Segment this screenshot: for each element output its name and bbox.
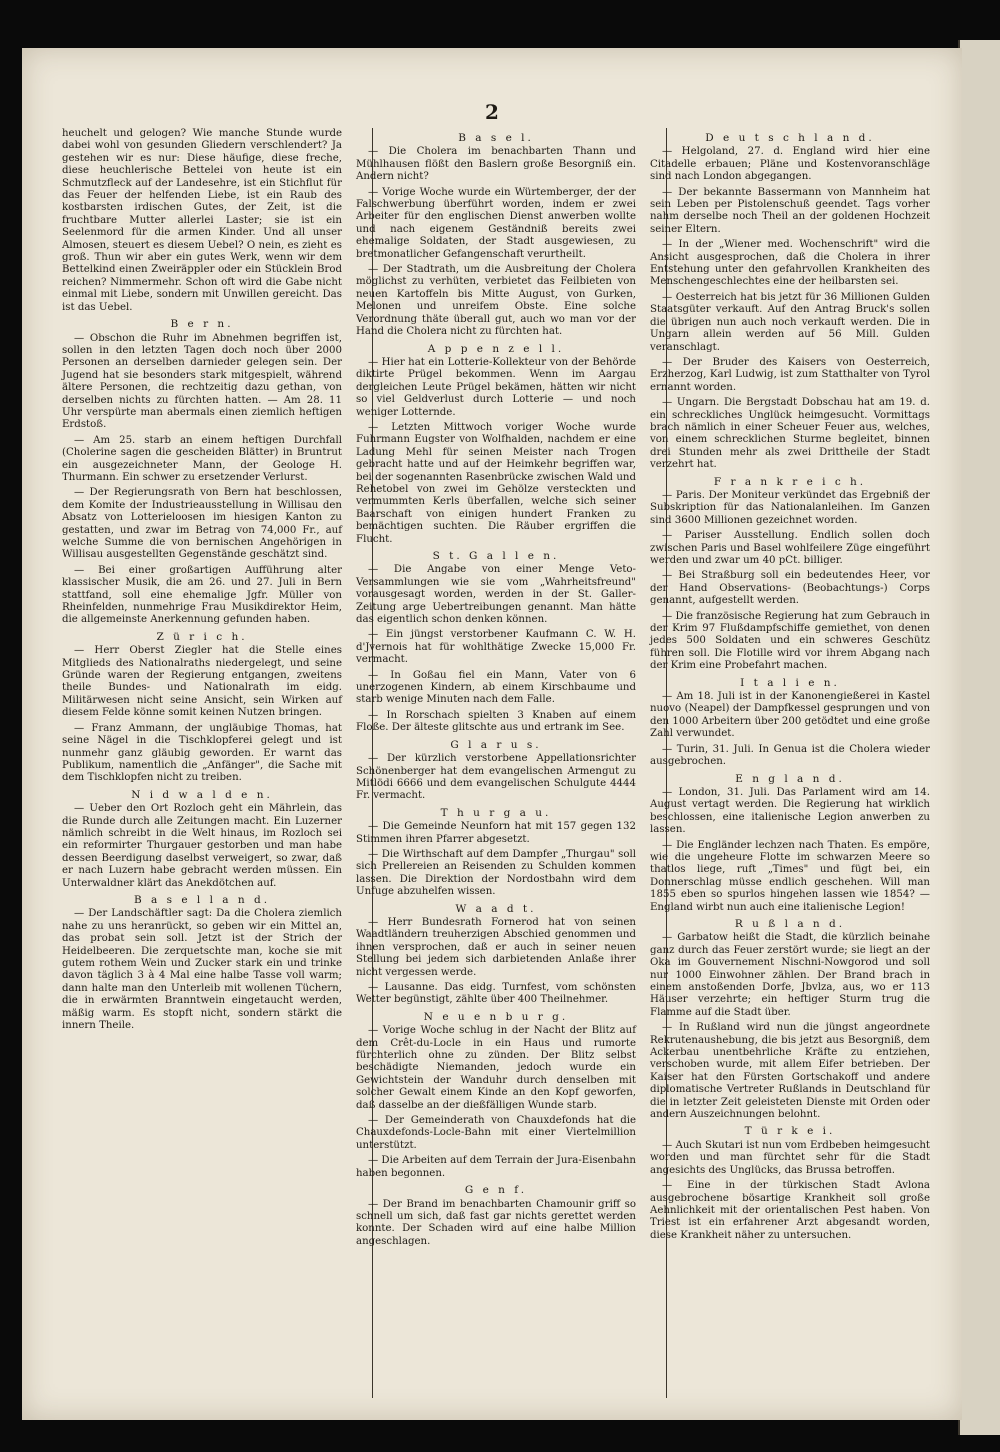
article-paragraph: — Eine in der türkischen Stadt Avlona ausgebrochene bösartige Krankheit soll große Aehnlichkeit mit der orientalischen Pest haben. Von Triest ist ein erfahrener Arzt abgesandt worden, diese Krankheit näher zu untersuchen. bbox=[650, 1180, 930, 1241]
article-paragraph: — Der Stadtrath, um die Ausbreitung der Cholera möglichst zu verhüten, verbietet das Feilbieten von neuen Kartoffeln bis Mitte August, von Gurken, Melonen und unreifem Obste. Eine solche Verordnung thäte überall gut, auch wo man vor der Hand die Cholera nicht zu fürchten hat. bbox=[356, 264, 636, 338]
article-paragraph: — Helgoland, 27. d. England wird hier eine Citadelle erbauen; Pläne und Kostenvoranschläge sind nach London abgegangen. bbox=[650, 146, 930, 183]
article-paragraph: — Bei einer großartigen Aufführung alter klassischer Musik, die am 26. und 27. Juli in Bern stattfand, soll eine ehemalige Jgfr. Müller von Rheinfelden, nunmehrige Frau Musikdirektor Heim, die allgemeinste Anerkennung gefunden haben. bbox=[62, 564, 342, 626]
article-paragraph: — Die Cholera im benachbarten Thann und Mühlhausen flößt den Baslern große Besorgniß ein. Andern nicht? bbox=[356, 146, 636, 183]
section-heading-deutschland: D e u t s c h l a n d. bbox=[705, 132, 875, 144]
article-paragraph: — Die Arbeiten auf dem Terrain der Jura-Eisenbahn haben begonnen. bbox=[356, 1155, 636, 1179]
article-paragraph: — In der „Wiener med. Wochenschrift" wird die Ansicht ausgesprochen, daß die Cholera in ihrer Entstehung unter den gefahrvollen Krankheiten des Menschengeschlechtes eine der heilbarsten sei. bbox=[650, 239, 930, 288]
article-paragraph: — Herr Oberst Ziegler hat die Stelle eines Mitglieds des Nationalraths niedergelegt, und seine Gründe waren der Regierung entgangen, zweitens theile Bundes- und Nationalrath im eidg. Militärwesen nicht seine Ansicht, sein Wirken auf diesem Felde könne somit keinen Nutzen bringen. bbox=[62, 645, 342, 719]
article-paragraph: — Herr Bundesrath Fornerod hat von seinen Waadtländern treuherzigen Abschied genommen und ihnen versprochen, daß er auch in seiner neuen Stellung bei jedem sich darbietenden Anlaße ihrer nicht vergessen werde. bbox=[356, 916, 636, 978]
article-paragraph: — Oesterreich hat bis jetzt für 36 Millionen Gulden Staatsgüter verkauft. Auf den Antrag Bruck's sollen die übrigen nun auch noch verkauft werden. Die in Ungarn allein werden auf 56 Mill. Gulden veranschlagt. bbox=[650, 291, 930, 353]
page-number: 2 bbox=[485, 100, 499, 124]
article-paragraph: — Die französische Regierung hat zum Gebrauch in der Krim 97 Flußdampfschiffe gemiethet, von denen jedes 500 Soldaten und ein schweres Geschütz führen soll. Die Flotille wird vor ihrem Abgang nach der Krim eine Probefahrt machen. bbox=[650, 610, 930, 672]
article-paragraph: — Der bekannte Bassermann von Mannheim hat sein Leben per Pistolenschuß geendet. Tags vorher nahm derselbe noch Theil an der goldenen Hochzeit seiner Eltern. bbox=[650, 186, 930, 235]
article-paragraph: — Die Engländer lechzen nach Thaten. Es empöre, wie die ungeheure Flotte im schwarzen Meere so thatlos liege, ruft „Times" und fügt bei, ein Donnerschlag müsse endlich geschehen. Will man 1855 eben so spurlos hingehen lassen wie 1854? — England wirbt nun auch eine italienische Legion! bbox=[650, 839, 930, 913]
section-heading-glarus: G l a r u s. bbox=[450, 738, 542, 751]
article-paragraph: — Ueber den Ort Rozloch geht ein Mährlein, das die Runde durch alle Zeitungen macht. Ein Luzerner nämlich schreibt in die Welt hinaus, im Rozloch sei ein reformirter Thurgauer gestorben und man habe dessen Beerdigung daselbst verweigert, so zwar, daß er nach Luzern habe gebracht werden müssen. Ein Unterwaldner klärt das Anekdötchen auf. bbox=[62, 803, 342, 889]
article-paragraph: — Ungarn. Die Bergstadt Dobschau hat am 19. d. ein schreckliches Unglück heimgesucht. Vormittags brach nämlich in einer Scheuer Feuer aus, welches, von einem schrecklichen Sturme begleitet, binnen drei Stunden mehr als zwei Drittheile der Stadt verzehrt hat. bbox=[650, 397, 930, 471]
section-heading-nidwalden: N i d w a l d e n. bbox=[131, 788, 273, 801]
article-paragraph: — Auch Skutari ist nun vom Erdbeben heimgesucht worden und man fürchtet sehr für die Stadt angesichts des Unglücks, das Brussa betroffen. bbox=[650, 1139, 930, 1176]
newspaper-page bbox=[22, 48, 962, 1420]
section-heading-zurich: Z ü r i c h. bbox=[156, 630, 248, 643]
article-paragraph: — Der Gemeinderath von Chauxdefonds hat die Chauxdefonds-Locle-Bahn mit einer Viertelmillion unterstützt. bbox=[356, 1115, 636, 1151]
article-paragraph: — Letzten Mittwoch voriger Woche wurde Fuhrmann Eugster von Wolfhalden, nachdem er eine Ladung Mehl für seinen Meister nach Trogen gebracht hatte und auf der Heimkehr begriffen war, bei der sogenannten Rasenbrücke zwischen Wald und Rehetobel von zwei im Gehölze versteckten und vermummten Kerls überfallen, welche sich seiner Baarschaft von einigen hundert Franken zu bemächtigen suchten. Die Räuber ergriffen die Flucht. bbox=[356, 421, 636, 545]
article-paragraph: — Bei Straßburg soll ein bedeutendes Heer, vor der Hand Observations- (Beobachtungs-) Corps genannt, aufgestellt werden. bbox=[650, 570, 930, 607]
article-paragraph: — Pariser Ausstellung. Endlich sollen doch zwischen Paris und Basel wohlfeilere Züge eingeführt werden und zwar um 40 pCt. billiger. bbox=[650, 530, 930, 566]
section-heading-waadt: W a a d t. bbox=[455, 902, 537, 915]
column-1 bbox=[62, 128, 342, 1035]
article-paragraph: — London, 31. Juli. Das Parlament wird am 14. August vertagt werden. Die Regierung hat wirklich beschlossen, eine italienische Legion anwerben zu lassen. bbox=[650, 786, 930, 836]
section-heading-neuenburg: N e u e n b u r g. bbox=[423, 1010, 569, 1023]
article-paragraph: — Der kürzlich verstorbene Appellationsrichter Schönenberger hat dem evangelischen Armengut zu Mitlödi 6666 und dem evangelischen Schulgute 4444 Fr. vermacht. bbox=[356, 753, 636, 802]
section-heading-england: E n g l a n d. bbox=[735, 772, 845, 785]
article-paragraph: — Der Landschäftler sagt: Da die Cholera ziemlich nahe zu uns heranrückt, so geben wir ein Mittel an, das probat sein soll. Jetzt ist der Strich der Heidelbeeren. Die zerquetschte man, koche sie mit gutem rothem Wein und Zucker stark ein und trinke davon täglich 3 à 4 Mal eine halbe Tasse voll warm; dann halte man den Unterleib mit wollenen Tüchern, die in erwärmten Branntwein eingetaucht werden, mäßig warm. Es stopft nicht, sondern stärkt die innern Theile. bbox=[62, 908, 342, 1032]
article-paragraph: — Die Angabe von einer Menge Veto-Versammlungen wie sie vom „Wahrheitsfreund" vorausgesagt worden, werden in der St. Galler-Zeitung arge Uebertreibungen genannt. Man hätte das eigentlich schon denken können. bbox=[356, 564, 636, 626]
article-paragraph: — Der Regierungsrath von Bern hat beschlossen, dem Komite der Industrieausstellung in Willisau den Absatz von Lotterieloosen im hiesigen Kanton zu gestatten, und zwar im Betrag von 74,000 Fr., auf welche Summe die von bernischen Angehörigen in Willisau ausgestellten Gegenstände geschätzt sind. bbox=[62, 487, 342, 561]
article-paragraph: — Paris. Der Moniteur verkündet das Ergebniß der Subskription für das Nationalanleihen. Im Ganzen sind 3600 Millionen gezeichnet worden. bbox=[650, 489, 930, 526]
adjacent-page-edge bbox=[958, 40, 1000, 1435]
section-heading-genf: G e n f. bbox=[464, 1184, 528, 1197]
article-paragraph: — Am 18. Juli ist in der Kanonengießerei in Kastel nuovo (Neapel) der Dampfkessel gesprungen und von den 1000 Arbeitern über 200 getödtet und eine große Zahl verwundet. bbox=[650, 691, 930, 740]
section-heading-frankreich: F r a n k r e i c h. bbox=[713, 475, 867, 488]
section-heading-bern: B e r n. bbox=[170, 318, 234, 331]
section-heading-russland: R u ß l a n d. bbox=[734, 917, 846, 930]
article-paragraph: — Obschon die Ruhr im Abnehmen begriffen ist, sollen in den letzten Tagen doch noch über 2000 Personen an derselben darnieder gelegen sein. Der Jugend hat sie besonders stark mitgespielt, während ältere Personen, die rechtzeitig dazu gethan, von derselben nichts zu fürchten hatten. — Am 28. 11 Uhr verspürte man abermals einen ziemlich heftigen Erdstoß. bbox=[62, 332, 342, 431]
column-2 bbox=[356, 128, 636, 1251]
article-paragraph: — Der Bruder des Kaisers von Oesterreich, Erzherzog, Karl Ludwig, ist zum Statthalter von Tyrol ernannt worden. bbox=[650, 356, 930, 393]
column-3 bbox=[650, 128, 930, 1245]
section-heading-thurgau: T h u r g a u. bbox=[440, 806, 552, 819]
article-paragraph: — Franz Ammann, der ungläubige Thomas, hat seine Nägel in die Tischklopferei gelegt und ist nunmehr ganz gläubig geworden. Er warnt das Publikum, namentlich die „Anfänger", die Sache mit dem Tischklopfen nicht zu treiben. bbox=[62, 722, 342, 784]
article-paragraph: — Die Wirthschaft auf dem Dampfer „Thurgau" soll sich Prellereien an Reisenden zu Schulden kommen lassen. Die Direktion der Nordostbahn wird dem Unfuge abzuhelfen wissen. bbox=[356, 848, 636, 898]
section-heading-tuerkei: T ü r k e i. bbox=[744, 1125, 836, 1138]
section-heading-baselland: B a s e l l a n d. bbox=[133, 893, 271, 906]
article-paragraph: — Vorige Woche wurde ein Würtemberger, der der Falschwerbung überführt worden, indem er zwei Arbeiter für den englischen Dienst anwerben wollte und nach eigenem Geständniß bereits zwei ehemalige Soldaten, der Stadt ausgewiesen, zu bretmonatlicher Gefangenschaft verurtheilt. bbox=[356, 186, 636, 260]
article-paragraph: — Lausanne. Das eidg. Turnfest, vom schönsten Wetter begünstigt, zählte über 400 Theilnehmer. bbox=[356, 982, 636, 1006]
article-paragraph: — In Rußland wird nun die jüngst angeordnete Rekrutenaushebung, die bis jetzt aus Besorgniß, dem Ackerbau unentbehrliche Kräfte zu entziehen, verschoben wurde, mit allem Eifer betrieben. Der Kaiser hat den Fürsten Gortschakoff und andere diplomatische Vertreter Rußlands in Deutschland für die in letzter Zeit geleisteten Dienste mit Orden oder andern Auszeichnungen belohnt. bbox=[650, 1022, 930, 1121]
article-paragraph: — Die Gemeinde Neunforn hat mit 157 gegen 132 Stimmen ihren Pfarrer abgesetzt. bbox=[356, 821, 636, 845]
section-heading-basel: B a s e l. bbox=[458, 132, 534, 144]
article-paragraph: — Garbatow heißt die Stadt, die kürzlich beinahe ganz durch das Feuer zerstört wurde; sie liegt an der Oka im Gouvernement Nischni-Nowgorod und soll nur 1000 Einwohner zählen. Der Brand brach in einem anstoßenden Dorfe, Jbvlza, aus, wo er 113 Häuser verzehrte; ein heftiger Sturm trug die Flamme auf die Stadt über. bbox=[650, 932, 930, 1018]
article-paragraph: — Vorige Woche schlug in der Nacht der Blitz auf dem Crêt-du-Locle in ein Haus und rumorte fürchterlich ohne zu zünden. Der Blitz selbst beschädigte Niemanden, jedoch wurde ein Gewichtstein der Wanduhr durch denselben mit solcher Gewalt einem Kinde an den Kopf geworfen, daß dasselbe an der dießfälligen Wunde starb. bbox=[356, 1025, 636, 1111]
article-paragraph: — Turin, 31. Juli. In Genua ist die Cholera wieder ausgebrochen. bbox=[650, 743, 930, 768]
article-paragraph: — In Rorschach spielten 3 Knaben auf einem Floße. Der älteste glitschte aus und ertrank im See. bbox=[356, 709, 636, 734]
article-paragraph: — Hier hat ein Lotterie-Kollekteur von der Behörde diktirte Prügel bekommen. Wenn im Aargau dergleichen Leute Prügel bekämen, hätten wir nicht so viel Geldverlust durch Lotterie — und noch weniger Lotternde. bbox=[356, 356, 636, 418]
article-intro: heuchelt und gelogen? Wie manche Stunde wurde dabei wohl von gesunden Gliedern verschlendert? Ja gestehen wir es nur: Diese häufige, diese freche, diese heuchlerische Bettelei von heute ist ein Schmutzfleck auf der Landesehre, ist ein Stichflut für das Feuer der helfenden Liebe, ist ein Raub des kostbarsten irdischen Gutes, der Zeit, ist die fruchtbare Mutter allerlei Laster; sie ist ein Seelenmord für die armen Kinder. Und all unser Almosen, steuert es diesem Uebel? O nein, es zieht es groß. Thun wir aber ein gutes Werk, wenn wir dem Bettelkind einen Zweiräppler oder ein Stücklein Brod reichen? Nimmermehr. Schon oft wird die Gabe nicht einmal mit Liebe, sondern mit Unwillen gereicht. Das ist das Uebel. bbox=[62, 128, 342, 313]
article-paragraph: — In Goßau fiel ein Mann, Vater von 6 unerzogenen Kindern, ab einem Kirschbaume und starb wenige Minuten nach dem Falle. bbox=[356, 669, 636, 706]
section-heading-italien: I t a l i e n. bbox=[740, 676, 840, 689]
article-paragraph: — Am 25. starb an einem heftigen Durchfall (Cholerine sagen die gescheiden Blätter) in Bruntrut ein ausgezeichneter Mann, der Geologe H. Thurmann. Ein schwer zu ersetzender Verlurst. bbox=[62, 434, 342, 483]
section-heading-stgallen: S t. G a l l e n. bbox=[432, 550, 560, 562]
article-paragraph: — Der Brand im benachbarten Chamounir griff so schnell um sich, daß fast gar nichts gerettet werden konnte. Der Schaden wird auf eine halbe Million angeschlagen. bbox=[356, 1198, 636, 1247]
article-paragraph: — Ein jüngst verstorbener Kaufmann C. W. H. d'Jvernois hat für wohlthätige Zwecke 15,000 Fr. vermacht. bbox=[356, 629, 636, 666]
section-heading-appenzell: A p p e n z e l l. bbox=[427, 342, 565, 355]
